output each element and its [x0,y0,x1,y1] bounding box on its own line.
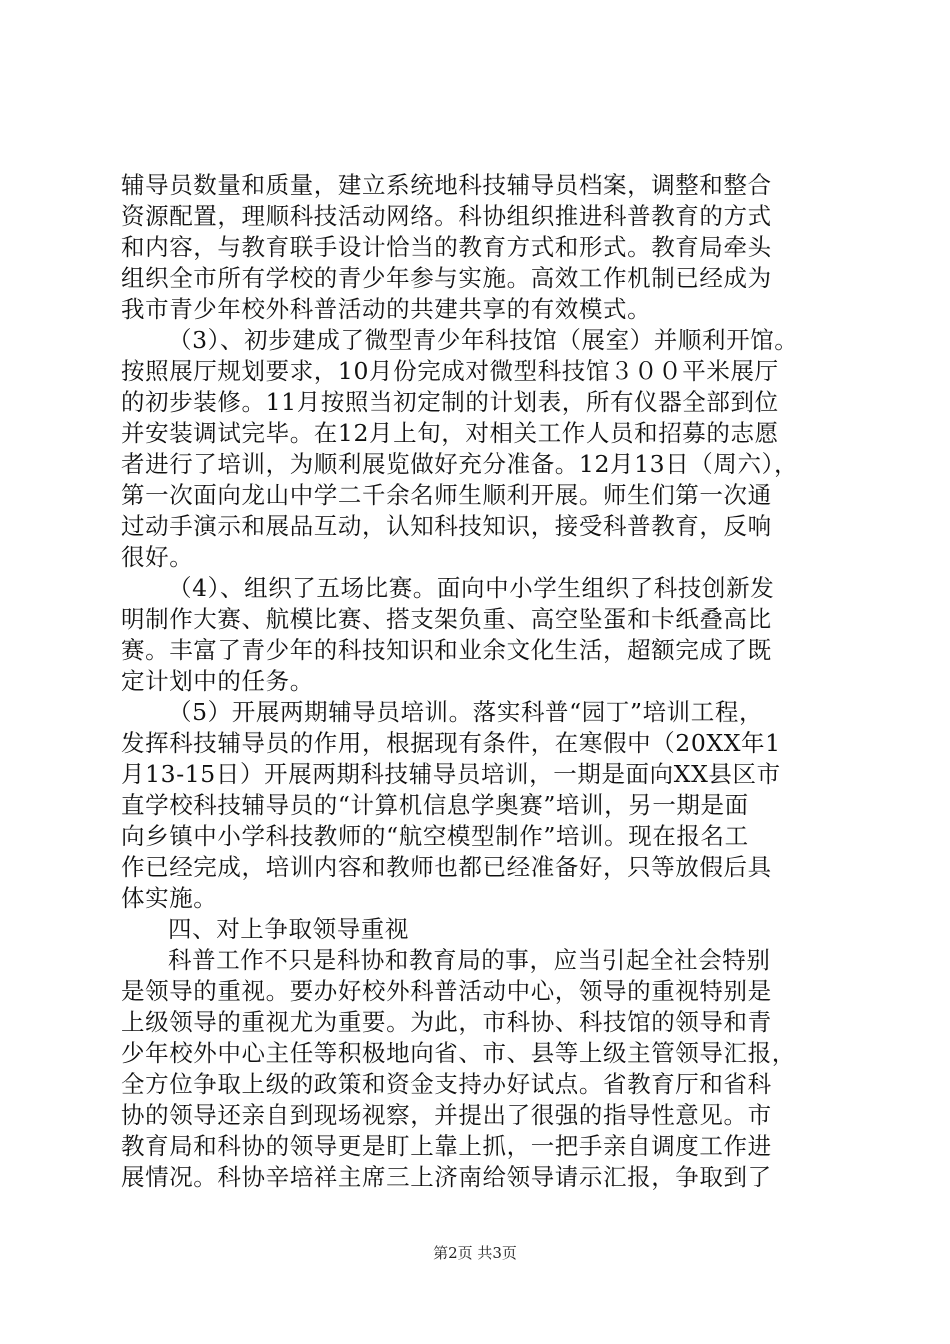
text-line: 很好。 [121,543,194,571]
text-line: 定计划中的任务。 [121,667,314,695]
text-line: 和内容，与教育联手设计恰当的教育方式和形式。教育局牵头 [121,233,772,261]
page-footer: 第2页 共3页 [433,1244,517,1262]
text-line: 按照展厅规划要求，10月份完成对微型科技馆３００平米展厅 [121,357,779,385]
text-line: 少年校外中心主任等积极地向省、市、县等上级主管领导汇报， [121,1039,796,1067]
text-line: 全方位争取上级的政策和资金支持办好试点。省教育厅和省科 [121,1070,772,1098]
text-line: 是领导的重视。要办好校外科普活动中心，领导的重视特别是 [121,977,772,1005]
text-line: 协的领导还亲自到现场视察，并提出了很强的指导性意见。市 [121,1101,772,1129]
paragraph-section-4-heading [121,914,841,945]
text-line: 的初步装修。11月按照当初定制的计划表，所有仪器全部到位 [121,388,779,416]
text-line: （5）开展两期辅导员培训。落实科普“园丁”培训工程， [168,698,764,726]
text-line: （4）、组织了五场比赛。面向中小学生组织了科技创新发 [168,574,775,602]
text-line: 赛。丰富了青少年的科技知识和业余文化生活，超额完成了既 [121,636,772,664]
paragraph-item-3 [121,325,841,573]
text-line: 上级领导的重视尤为重要。为此，市科协、科技馆的领导和青 [121,1008,772,1036]
text-line: 发挥科技辅导员的作用，根据现有条件，在寒假中（20XX年1 [121,729,781,757]
text-line: 辅导员数量和质量，建立系统地科技辅导员档案，调整和整合 [121,171,772,199]
text-line: 作已经完成，培训内容和教师也都已经准备好，只等放假后具 [121,853,772,881]
text-line: （3）、初步建成了微型青少年科技馆（展室）并顺利开馆。 [168,326,799,354]
text-line: 者进行了培训，为顺利展览做好充分准备。12月13日（周六）， [121,450,799,478]
paragraph-continuation [121,170,841,325]
paragraph-item-4 [121,573,841,697]
text-line: 四、对上争取领导重视 [168,915,409,943]
text-line: 展情况。科协辛培祥主席三上济南给领导请示汇报，争取到了 [121,1163,772,1191]
text-line: 月13-15日）开展两期科技辅导员培训，一期是面向XX县区市 [121,760,781,788]
text-line: 科普工作不只是科协和教育局的事，应当引起全社会特别 [168,946,771,974]
text-line: 资源配置，理顺科技活动网络。科协组织推进科普教育的方式 [121,202,772,230]
text-line: 向乡镇中小学科技教师的“航空模型制作”培训。现在报名工 [121,822,749,850]
text-line: 直学校科技辅导员的“计算机信息学奥赛”培训，另一期是面 [121,791,749,819]
document-body [121,170,841,1193]
text-line: 第一次面向龙山中学二千余名师生顺利开展。师生们第一次通 [121,481,772,509]
text-line: 并安装调试完毕。在12月上旬，对相关工作人员和招募的志愿 [121,419,779,447]
text-line: 组织全市所有学校的青少年参与实施。高效工作机制已经成为 [121,264,772,292]
text-line: 过动手演示和展品互动，认知科技知识，接受科普教育，反响 [121,512,772,540]
text-line: 明制作大赛、航模比赛、搭支架负重、高空坠蛋和卡纸叠高比 [121,605,772,633]
paragraph-item-5 [121,697,841,914]
text-line: 体实施。 [121,884,218,912]
text-line: 我市青少年校外科普活动的共建共享的有效模式。 [121,295,652,323]
paragraph-section-4-body [121,945,841,1193]
text-line: 教育局和科协的领导更是盯上靠上抓，一把手亲自调度工作进 [121,1132,772,1160]
